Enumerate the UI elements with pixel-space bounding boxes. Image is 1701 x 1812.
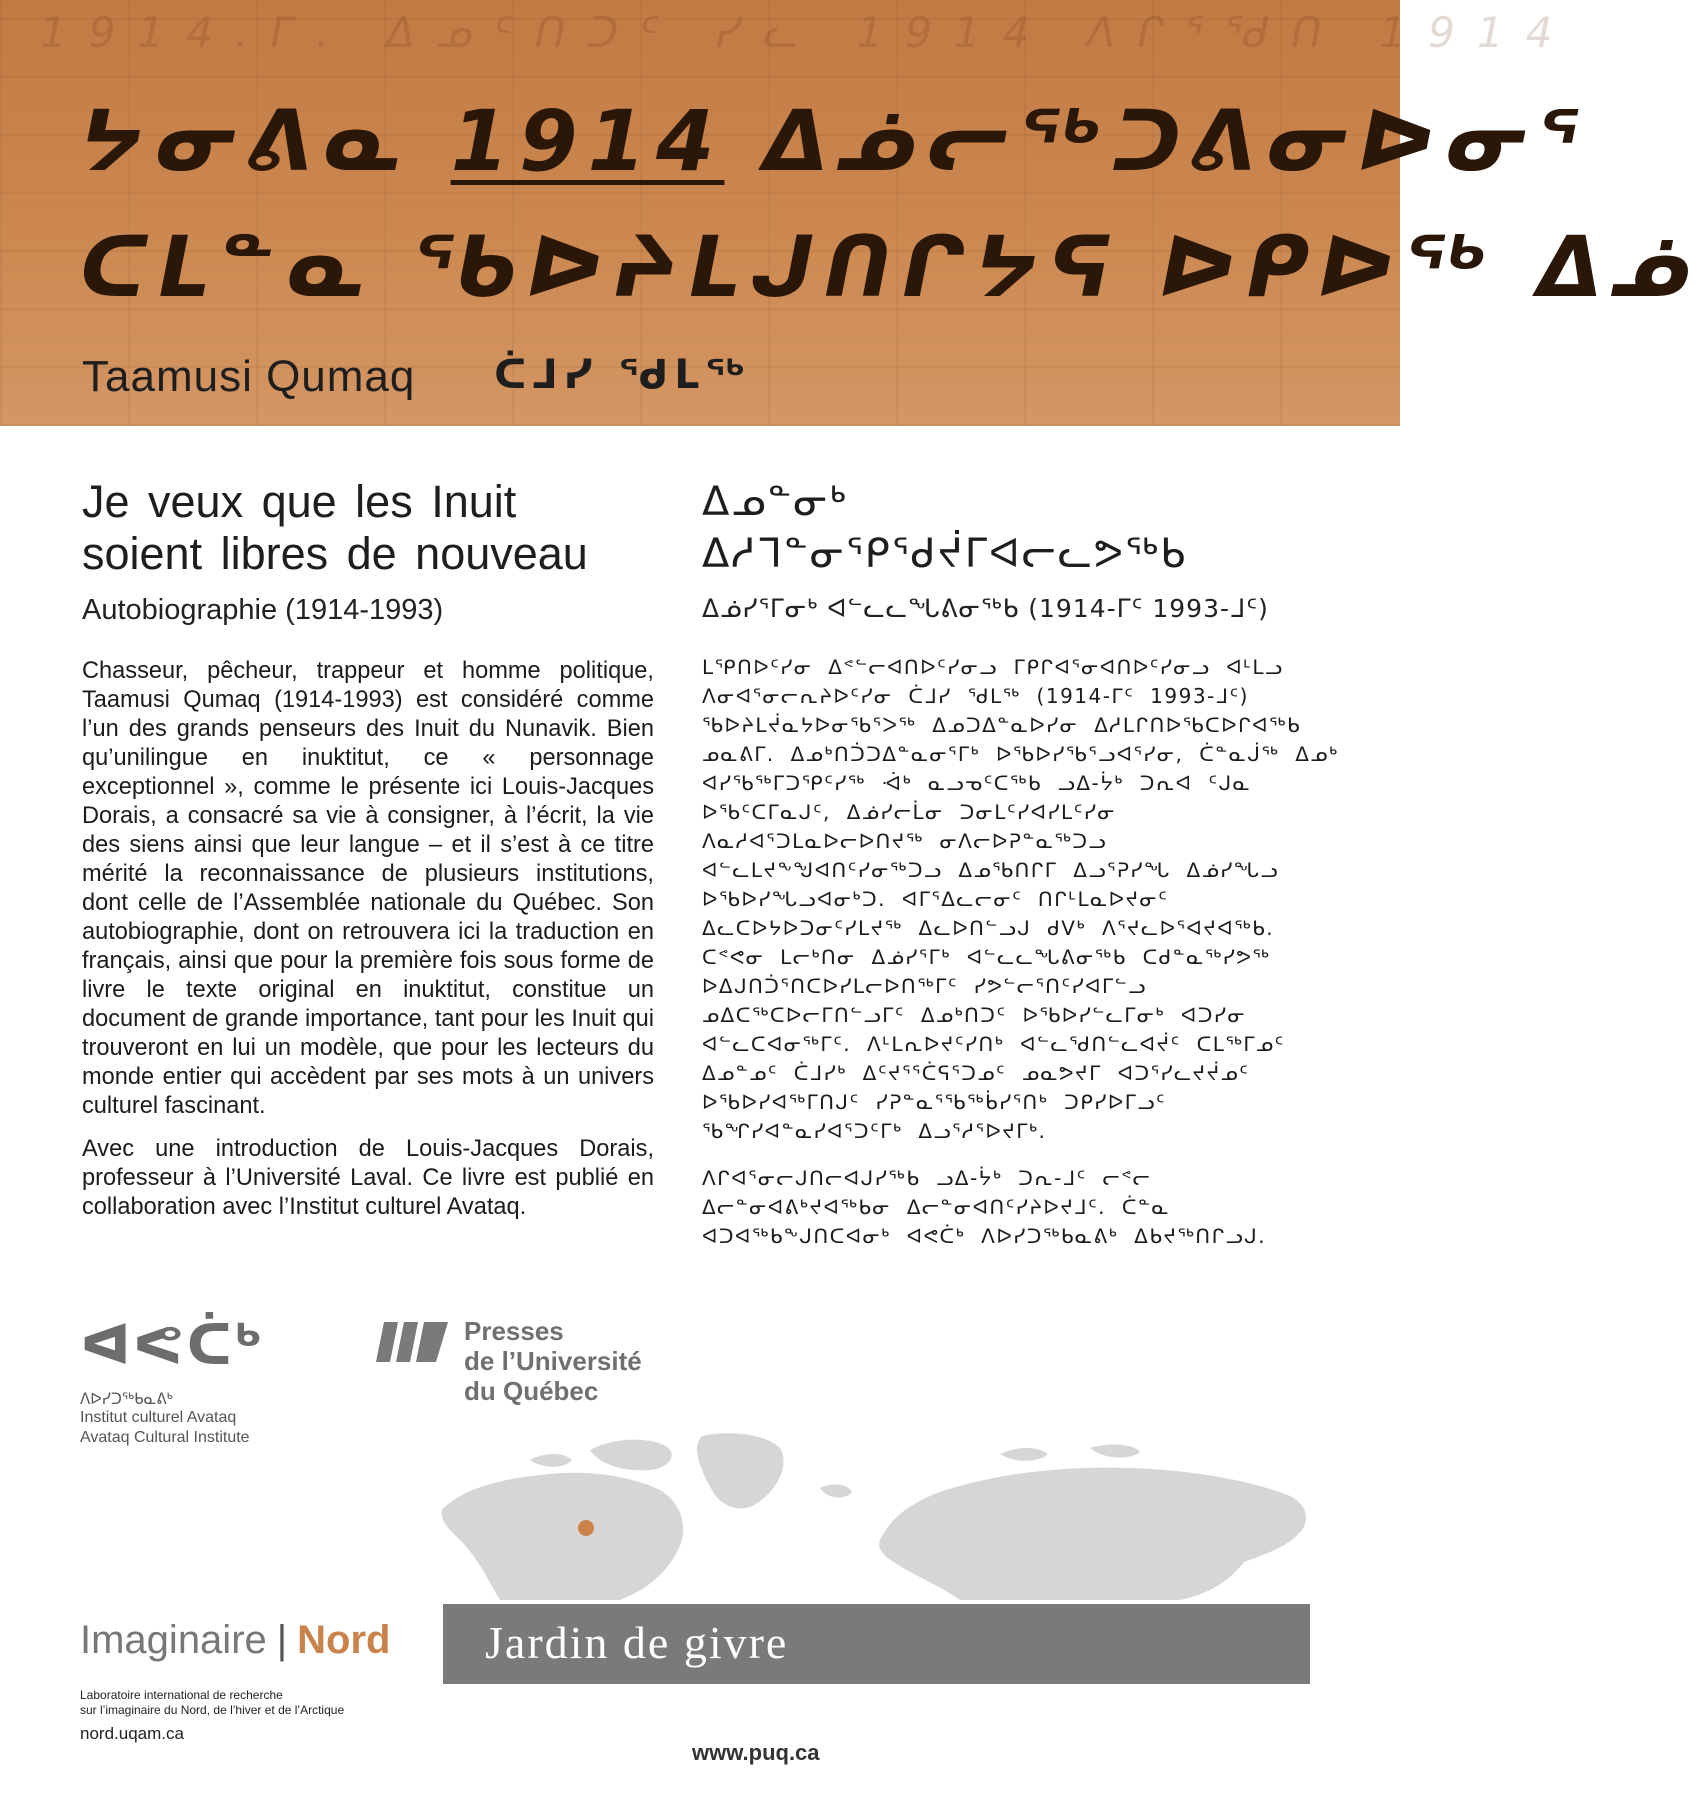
collection-name: Jardin de givre [485,1617,789,1668]
world-map-graphic [440,1430,1310,1600]
puq-line-3: du Québec [464,1376,599,1406]
blurb-iu-paragraph-2: ᐱᒋᐊᕐᓂᓕᒍᑎᓕᐊᒍᓯᖅᑲ ᓗᐃ-ᔮᒃ ᑐᕆ-ᒧᑦ ᓕᕝᓕ ᐃᓕᓐᓂᐊᕕᒃᔪᐊᖅᑲᓂ ᐃᓕᓐᓂᐊᑎᑦᓯᔨᐅᔪᒧᑦ. ᑖᓐᓇ ᐊᑐᐊᖅᑲᖕᒍᑎᑕᐊᓂᒃ ᐊᕙᑖᒃ ᐱᐅᓯᑐᖅᑲᓇᕕᒃ ᐃᑲᔪᖅᑎᒋᓗᒍ. [702,1166,1267,1248]
avataq-logo-mark: ᐊᕙᑖᒃ [80,1313,265,1378]
series-name-left: Imaginaire [80,1618,267,1662]
french-column [82,476,654,1236]
blurb-fr-paragraph-1: Chasseur, pêcheur, trappeur et homme politique, Taamusi Qumaq (1914-1993) est considéré comme l’un des grands penseurs des Inuit du Nunavik. Bien qu’unilingue en inuktitut, ce « personnage exceptionnel », comme le présente ici Louis-Jacques Dorais, a consacré sa vie à consigner, à l’écrit, la vie des siens ainsi que leur langue – et il s’est à ce titre mérité la reconnaissance de plusieurs institutions, dont celle de l’Assemblée nationale du Québec. Son autobiographie, dont on retrouvera ici la traduction en français, ainsi que pour la première fois sous forme de livre le texte original en inuktitut, constitue un document de grande importance, tant pour les Inuit qui trouveront en lui un modèle, que pour les lecteurs du monde entier qui accèdent par ses mots à un univers culturel fascinant. [82,658,654,1119]
handwriting-year: 1914 [450,92,725,190]
puq-line-2: de l’Université [464,1346,642,1376]
series-imaginaire-nord [80,1618,390,1663]
avataq-syllabics: ᐱᐅᓯᑐᖅᑲᓇᕕᒃ [80,1390,173,1408]
puq-url-link[interactable]: www.puq.ca [692,1740,820,1765]
avataq-name-en: Avataq Cultural Institute [80,1429,250,1446]
book-title-fr [82,476,654,580]
puq-line-1: Presses [464,1316,564,1346]
handwriting-line-1 [80,92,1590,190]
avataq-name-fr: Institut culturel Avataq [80,1409,237,1426]
handwriting-word-b: ᐃᓅᓕᖅᑐᕕᓂᐅᓂᕐ [763,92,1590,190]
header-ghost-writing: 1914.Γ. ᐃᓄᑦᑎᑐᑦ ᓯᓚ 1914 ᐱᒋᕐᖁᑎ 1914 [40,8,1575,57]
lab-line-2: sur l’imaginaire du Nord, de l’hiver et de l’Arctique [80,1703,345,1717]
avataq-logo [80,1313,310,1448]
puq-logo-icon [374,1320,450,1364]
inuktitut-column [702,476,1342,1269]
book-subtitle-iu: ᐃᓅᓯᕐᒥᓂᒃ ᐊᓪᓚᓚᖓᕕᓂᖅᑲ (1914-ᒥᑦ 1993-ᒧᑦ) [702,594,1269,623]
blurb-fr-paragraph-2: Avec une introduction de Louis-Jacques Dorais, professeur à l’Université Laval. Ce livre est publié en collaboration avec l’Institut culturel Avataq. [82,1136,654,1220]
series-name-right: Nord [297,1618,391,1662]
puq-wordmark [464,1316,642,1406]
book-title-iu-line1: ᐃᓄᓐᓂᒃ [702,479,848,525]
lab-description [80,1688,344,1718]
book-title-iu-line2: ᐃᓱᒣᓐᓂᕐᑭᕐᑯᔫᒥᐊᓕᓚᕗᖅᑲ [702,531,1188,577]
blurb-iu-paragraph-1: ᒪᕿᑎᐅᑦᓯᓂ ᐃᕝᓪᓕᐊᑎᐅᑦᓯᓂᓗ ᒥᑭᒋᐊᕐᓂᐊᑎᐅᑦᓯᓂᓗ ᐊᒻᒪᓗ ᐱᓂᐊᕐᓂᓕᕆᔨᐅᑦᓯᓂ ᑖᒧᓯ ᖁᒪᖅ (1914-ᒥᑦ 1993-ᒧᑦ) ᖃᐅᔨᒪᔫᓇᔭᐅᓂᖃᕐᐳᖅ ᐃᓄᑐᐃᓐᓇᐅᓯᓂ ᐃᓱᒪᒋᑎᐅᖃᑕᐅᒋᐊᖅᑲ ᓄᓇᕕᒥ. ᐃᓄᒃᑎᑑᑐᐃᓐᓇᓂᕐᒥᒃ ᐅᖃᐅᓯᖃᕐᓗᐊᕐᓯᓂ, ᑖᓐᓇᒎᖅ ᐃᓄᒃ ᐊᓯᖃᖅᒥᑐᕿᑦᓯᖅ ᐙᒃ ᓇᓗᓀᑦᑕᖅᑲ ᓗᐃ-ᔮᒃ ᑐᕆᐊ ᑦᒍᓇ ᐅᖃᑦᑕᒥᓇᒍᑦ, ᐃᓅᓯᓕᒫᓂ ᑐᓂᒪᑦᓯᐊᓯᒪᑦᓯᓂ ᐱᓇᓱᐊᕐᑐᒪᓇᐅᓕᐅᑎᔪᖅ ᓂᐱᓕᐅᕈᓐᓇᖅᑐᓗ ᐊᓪᓚᒪᔪᖕᖑᐊᑎᑦᓯᓂᖅᑐᓗ ᐃᓄᖃᑎᒋᒥ ᐃᓗᕐᕈᓯᖓ ᐃᓅᓯᖓᓗ ᐅᖃᐅᓯᖓᓗᐊᓂᒃᑐ. ᐊᒥᕐᐃᓚᓕᓂᑦ ᑎᒋᒻᒪᓇᐅᔪᓂᑦ ᐃᓚᑕᐅᔭᐅᑐᓂᑦᓯᒪᔪᖅ ᐃᓚᐅᑎᓪᓗᒍ ᑯᐯᒃ ᐱᕐᔪᓚᐅᕐᐊᔪᐊᖅᑲ. ᑕᕝᕙᓂ ᒪᓕᒃᑎᓂ ᐃᓅᓯᕐᒥᒃ ᐊᓪᓚᓚᖓᕕᓂᖅᑲ ᑕᑯᓐᓇᖅᓯᕗᖅ ᐅᐃᒍᑎᑑᕐᑎᑕᐅᓯᒪᓕᐅᑎᖅᒥᑦ ᓯᕗᓪᓕᕐᑎᑦᓯᐊᒥᓪᓗ ᓄᐃᑕᖅᑕᐅᓕᒥᑎᓪᓗᒥᑦ ᐃᓄᒃᑎᑐᑦ ᐅᖃᐅᓯᓪᓚᒥᓂᒃ ᐊᑐᓯᓂ ᐊᓪᓚᑕᐊᓂᖅᒥᑦ. ᐱᒻᒪᕆᐅᔪᑦᓯᑎᒃ ᐊᓪᓚᖁᑎᓪᓚᐊᔫᑦ ᑕᒪᖅᒥᓄᑦ ᐃᓄᓐᓄᑦ ᑖᒧᓯᒃ ᐃᑦᔪᕐᕐᑖᕋᕐᑐᓄᑦ ᓄᓇᕗᔪᒥ ᐊᑐᕐᓯᓚᔪᔫᓄᑦ ᐅᖃᐅᓯᐊᖅᒥᑎᒍᑦ ᓯᕈᓐᓇᕐᖃᖅᑳᓯᕐᑎᒃ ᑐᑭᓯᐅᒥᓗᑦ ᖃᖏᓯᐊᓐᓇᓯᐊᕐᑐᑦᒥᒃ ᐃᓗᕐᓱᕐᐅᔪᒥᒃ. [702,655,1339,1143]
nord-url-link[interactable]: nord.uqam.ca [80,1724,184,1743]
book-subtitle-fr: Autobiographie (1914-1993) [82,594,444,626]
author-name-syllabics: ᑖᒧᓯ ᖁᒪᖅ [494,352,751,398]
collection-banner [443,1604,1310,1684]
book-title-fr-line2: soient libres de nouveau [82,528,588,579]
header-banner [0,0,1701,426]
handwriting-line-2: ᑕᒪᓐᓇ ᖃᐅᔨᒪᒍᑎᒋᔭᕋ ᐅᑭᐅᖅ ᐃᓅ [80,218,1701,316]
lab-line-1: Laboratoire international de recherche [80,1688,283,1702]
map-location-dot [578,1520,594,1536]
book-title-fr-line1: Je veux que les Inuit [82,476,517,527]
book-title-iu [702,476,1342,580]
series-separator: | [276,1618,288,1662]
handwriting-word-a: ᔭᓂᕕᓇ [80,92,412,190]
author-name: Taamusi Qumaq [82,352,416,401]
